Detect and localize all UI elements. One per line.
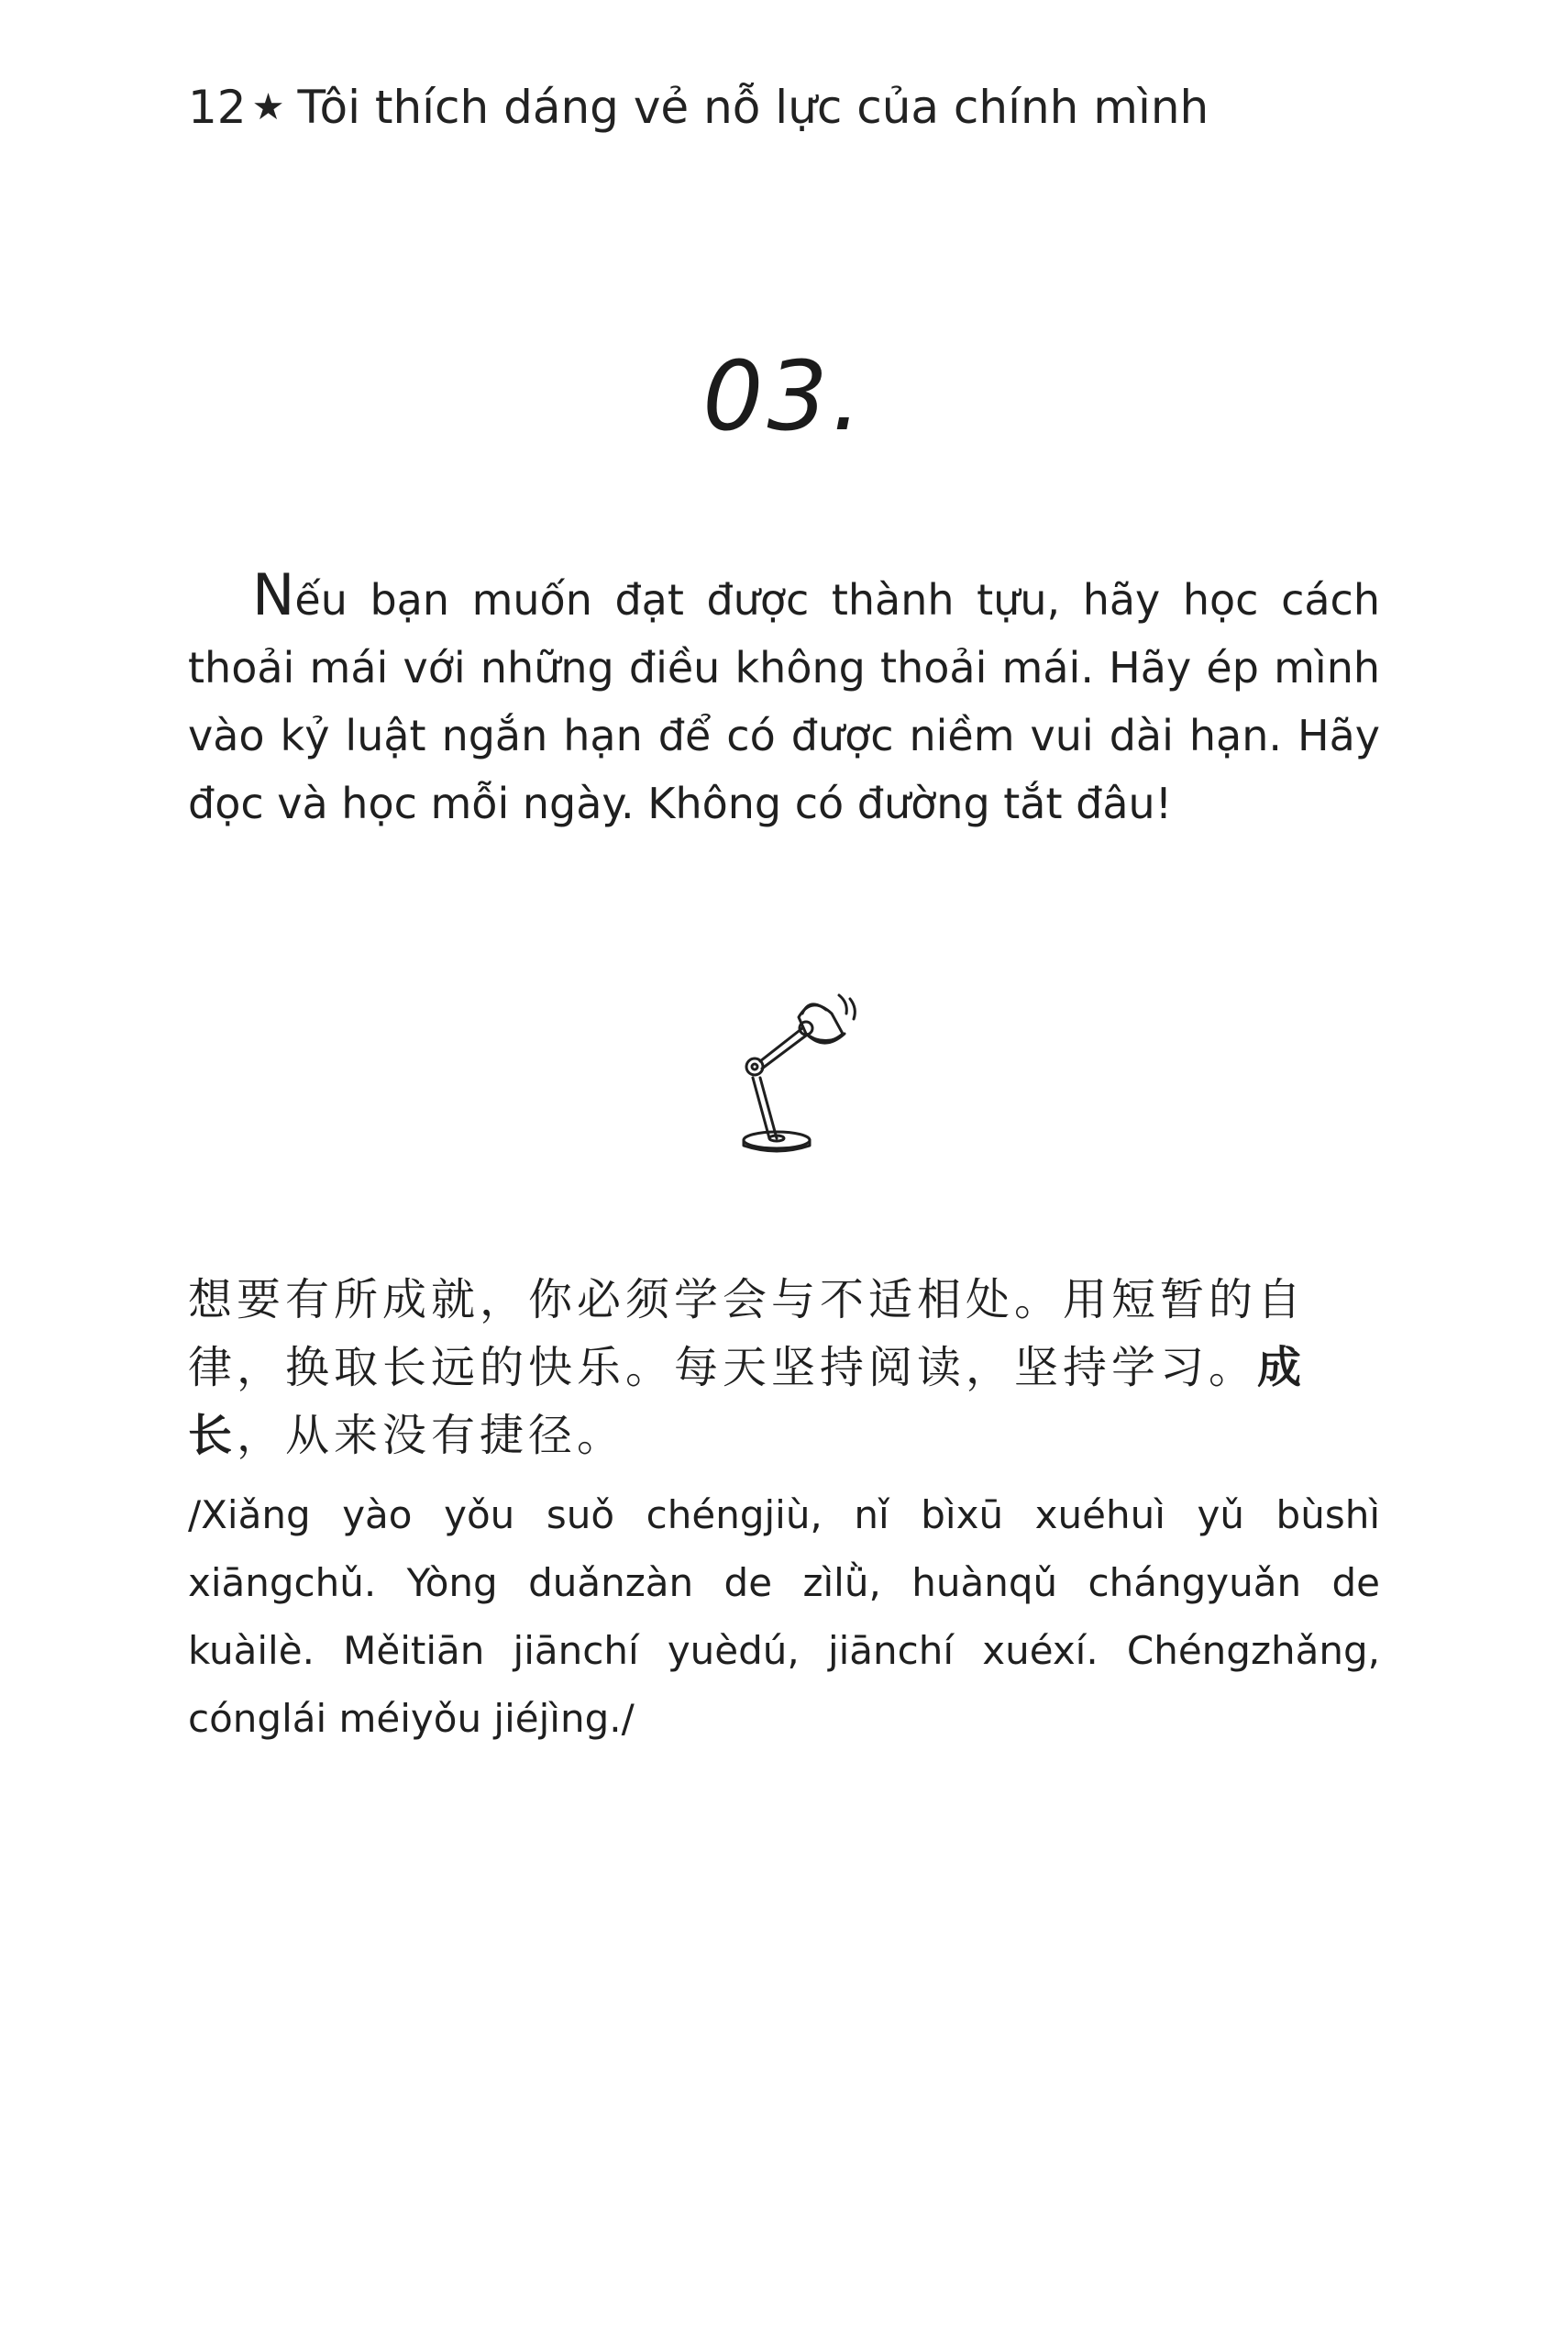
drop-initial: N [252,561,295,628]
book-title: Tôi thích dáng vẻ nỗ lực của chính mình [297,81,1209,134]
chinese-bold-text: 成长 [188,1342,1307,1461]
desk-lamp-icon [711,977,867,1160]
vietnamese-text-block [188,561,1380,837]
running-header [188,81,1380,134]
chinese-paragraph [188,1266,1389,1469]
star-icon: ★ [251,86,285,128]
page-number: 12 [188,81,247,134]
chinese-text-end: ，从来没有捷径。 [237,1410,626,1461]
vietnamese-text: ếu bạn muốn đạt được thành tựu, hãy học cách thoải mái với những điều không thoải mái. Hãy ép mình vào kỷ luật ngắn hạn để có được niềm vui dài hạn. Hãy đọc và học mỗi ngày. Không có đường tắt đâu! [188,575,1380,828]
section-number: 03. [702,340,866,452]
pinyin-paragraph: /Xiǎng yào yǒu suǒ chéngjiù, nǐ bìxū xuéhuì yǔ bùshì xiāngchǔ. Yòng duǎnzàn de zìlǜ, huànqǔ chángyuǎn de kuàilè. Měitiān jiānchí yuèdú, jiānchí xuéxí. Chéngzhǎng, cónglái méiyǒu jiéjìng./ [188,1492,1380,1741]
chinese-text: 想要有所成就，你必须学会与不适相处。用短暂的自律，换取长远的快乐。每天坚持阅读，坚持学习。 [188,1274,1307,1393]
vietnamese-paragraph [188,561,1380,837]
